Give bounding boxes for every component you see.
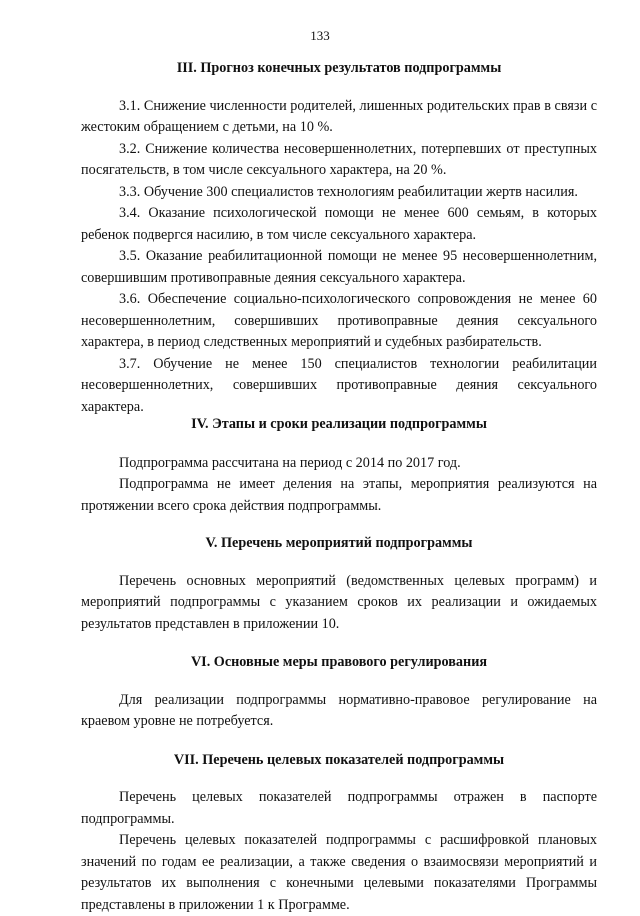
section-5-heading: V. Перечень мероприятий подпрограммы: [205, 535, 473, 551]
section-4-paragraph-1: Подпрограмма рассчитана на период с 2014 по 2017 год.: [119, 454, 461, 471]
section-6-paragraph-1: Для реализации подпрограммы нормативно-правовое регулирование на краевом уровне не потребуется.: [81, 691, 597, 729]
page-number: 133: [310, 28, 330, 43]
section-7-paragraph-2: Перечень целевых показателей подпрограммы с расшифровкой плановых значений по годам ее реализации, а также сведения о взаимосвязи мероприятий и результатов их выполнения с конечными целевыми показателями Программы представлены в приложении 1 к Программе.: [81, 832, 597, 913]
section-5-paragraph-1: Перечень основных мероприятий (ведомственных целевых программ) и мероприятий подпрограммы с указанием сроков их реализации и ожидаемых результатов представлен в приложении 10.: [81, 572, 597, 632]
document-body: [81, 58, 597, 916]
section-7-heading: VII. Перечень целевых показателей подпрограммы: [173, 751, 505, 768]
section-6-heading: VI. Основные меры правового регулирования: [190, 654, 488, 670]
section-7-paragraph-1: Перечень целевых показателей подпрограммы отражен в паспорте подпрограммы.: [81, 789, 597, 827]
section-4-paragraph-2: Подпрограмма не имеет деления на этапы, мероприятия реализуются на протяжении всего срока действия подпрограммы.: [81, 476, 597, 514]
section-3-item-5: 3.5. Оказание реабилитационной помощи не менее 95 несовершеннолетним, совершившим противоправные деяния сексуального характера.: [81, 248, 597, 286]
section-3-item-3: 3.3. Обучение 300 специалистов технологиям реабилитации жертв насилия.: [119, 183, 578, 200]
section-3-heading: III. Прогноз конечных результатов подпрограммы: [176, 60, 502, 76]
section-3-item-6: 3.6. Обеспечение социально-психологического сопровождения не менее 60 несовершеннолетним, совершивших противоправные деяния сексуального характера, в период следственных мероприятий и судебных разбирательств.: [81, 291, 597, 350]
section-3-item-7: 3.7. Обучение не менее 150 специалистов технологии реабилитации несовершеннолетних, совершивших противоправные деяния сексуального характера.: [81, 355, 597, 415]
section-3-item-4: 3.4. Оказание психологической помощи не менее 600 семьям, в которых ребенок подвергся насилию, в том числе сексуального характера.: [81, 205, 597, 243]
section-3-item-2: 3.2. Снижение количества несовершеннолетних, потерпевших от преступных посягательств, в том числе сексуального характера, на 20 %.: [81, 140, 597, 178]
section-3-item-1: 3.1. Снижение численности родителей, лишенных родительских прав в связи с жестоким обращением с детьми, на 10 %.: [81, 97, 597, 135]
section-4-heading: IV. Этапы и сроки реализации подпрограммы: [191, 416, 487, 432]
